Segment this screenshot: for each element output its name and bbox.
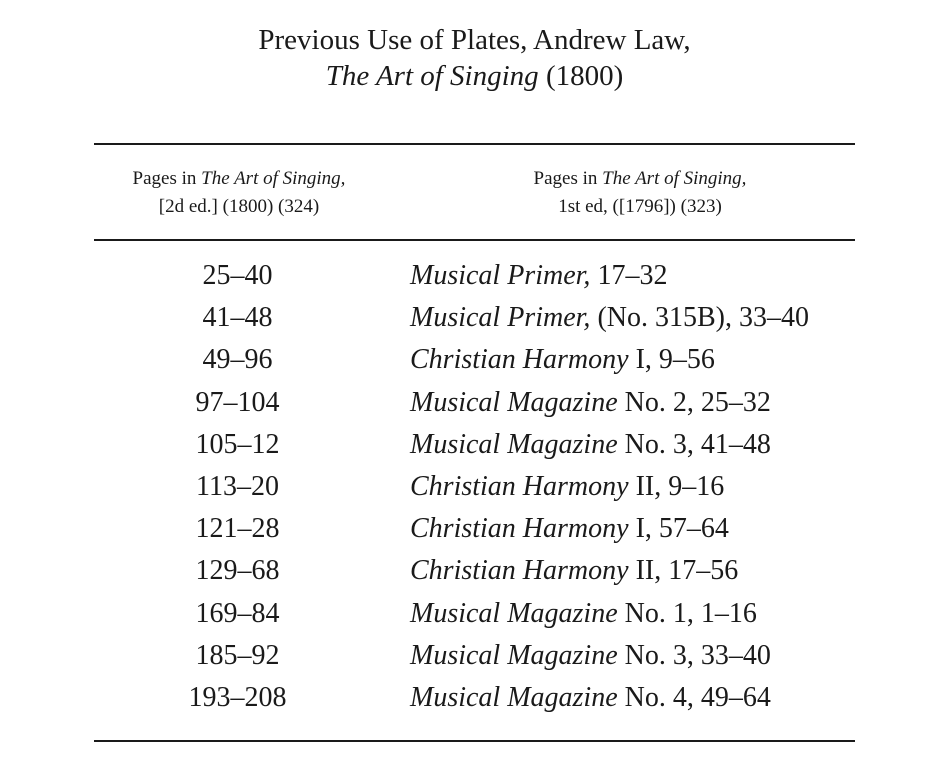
table-title-second-line [0,58,949,94]
pages-1800-cell: 113–20 [196,471,279,502]
table-title-book-name: The Art of Singing [325,60,539,92]
pages-1800-cell: 121–28 [195,513,280,545]
source-pages: No. 3, 41–48 [617,428,771,460]
top-rule [94,143,855,145]
source-cell [410,466,910,508]
source-cell [410,677,910,719]
pages-1800-cell: 185–92 [195,639,280,671]
source-pages: I, 57–64 [628,513,729,545]
source-pages: No. 4, 49–64 [617,682,771,713]
pages-1800-cell: 25–40 [202,260,273,291]
source-publication: Musical Magazine [410,428,618,460]
source-publication: Musical Primer, [410,260,591,291]
source-publication: Christian Harmony [410,344,629,376]
source-pages: II, 17–56 [628,555,739,587]
table-row [0,424,949,466]
source-pages: 17–32 [590,260,668,291]
column-header-1800 [94,165,384,221]
table-row [0,297,949,339]
table-row [0,508,949,550]
source-publication: Christian Harmony [410,471,629,502]
source-cell [410,255,910,297]
source-cell [410,297,910,339]
source-publication: Musical Magazine [410,682,618,713]
table-title-year: (1800) [538,60,624,92]
column-header-1800-line1 [94,165,384,193]
source-cell [410,635,910,677]
pages-1800-cell: 169–84 [195,597,280,629]
table-row [0,466,949,508]
column-header-1796-line1 [470,165,810,193]
source-publication: Musical Magazine [410,386,618,418]
table-row [0,255,949,297]
source-pages: (No. 315B), 33–40 [590,302,809,334]
table-row [0,635,949,677]
source-pages: I, 9–56 [628,344,715,376]
column-header-1800-book: The Art of Singing, [201,168,346,189]
source-publication: Christian Harmony [410,555,629,587]
source-publication: Musical Magazine [410,639,618,671]
source-pages: No. 3, 33–40 [617,639,771,671]
pages-1800-cell: 129–68 [195,555,280,587]
column-header-1800-prefix: Pages in [132,168,202,189]
table-row [0,339,949,381]
column-header-1796 [470,165,810,221]
source-publication: Musical Primer, [410,302,591,334]
table-row [0,382,949,424]
source-pages: II, 9–16 [628,471,725,502]
source-publication: Christian Harmony [410,513,629,545]
table-title-line1: Previous Use of Plates, Andrew Law, [258,24,691,56]
source-publication: Musical Magazine [410,597,618,629]
column-header-1796-prefix: Pages in [533,168,603,189]
pages-1800-cell: 97–104 [195,386,280,418]
source-cell [410,382,910,424]
source-cell [410,593,910,635]
source-cell [410,550,910,592]
source-pages: No. 2, 25–32 [617,386,771,418]
pages-1800-cell: 105–12 [195,428,280,460]
table-row [0,593,949,635]
pages-1800-cell: 41–48 [202,302,273,334]
source-cell [410,424,910,466]
pages-1800-cell: 49–96 [202,344,273,376]
pages-1800-cell: 193–208 [188,682,287,713]
table-title [0,22,949,58]
column-header-1800-line2: [2d ed.] (1800) (324) [158,196,320,217]
source-cell [410,339,910,381]
source-cell [410,508,910,550]
table-row [0,677,949,719]
table-row [0,550,949,592]
source-pages: No. 1, 1–16 [617,597,757,629]
bottom-rule [94,740,855,742]
column-header-1796-book: The Art of Singing, [602,168,747,189]
column-header-1796-line2: 1st ed, ([1796]) (323) [558,196,722,217]
header-rule [94,239,855,241]
